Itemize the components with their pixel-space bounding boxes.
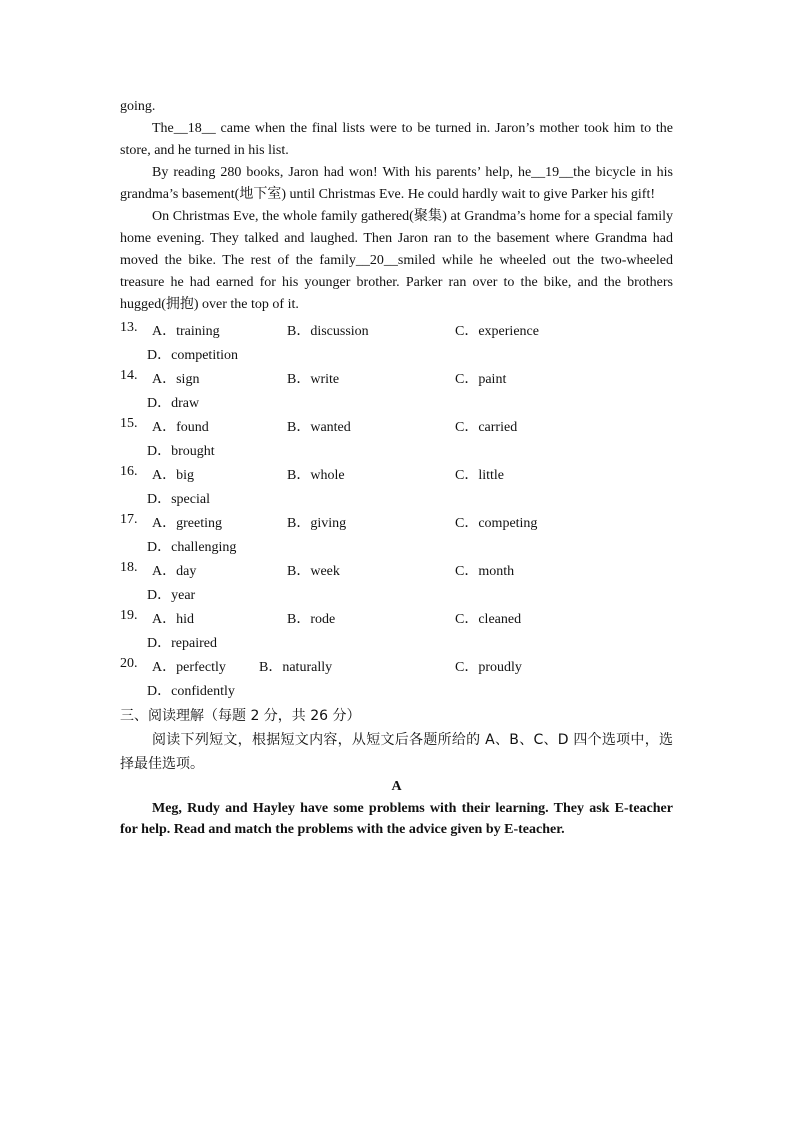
option-d: D．brought — [147, 444, 215, 459]
passage-intro: Meg, Rudy and Hayley have some problems with their learning. They ask E-teacher for help. Read and match the problems with the advice given by E-teacher. — [120, 801, 673, 837]
question-16 — [120, 464, 673, 512]
question-number: 15. — [120, 416, 138, 431]
question-list — [120, 320, 673, 704]
option-b: B．write — [287, 372, 340, 387]
question-number: 16. — [120, 464, 138, 479]
option-d: D．year — [147, 588, 196, 603]
exam-page — [120, 96, 673, 840]
section-heading: 三、阅读理解（每题 2 分，共 26 分） — [120, 708, 361, 724]
option-b: B．giving — [287, 516, 347, 531]
option-a: A．training — [152, 324, 220, 339]
option-c: C．competing — [455, 516, 538, 531]
option-c: C．experience — [455, 324, 539, 339]
option-d: D．challenging — [147, 540, 237, 555]
passage-paragraph-3: On Christmas Eve, the whole family gathered(聚集) at Grandma’s home for a special family home evening. They talked and laughed. Then Jaron ran to the basement where Grandma had moved the bike. The rest of the family__20__smiled while he wheeled out the two-wheeled treasure he had earned for his younger brother. Parker ran over to the bike, and the brothers hugged(拥抱) over the top of it. — [120, 209, 673, 312]
option-a: A．greeting — [152, 516, 222, 531]
option-b: B．week — [287, 564, 340, 579]
option-c: C．paint — [455, 372, 507, 387]
option-b: B．rode — [287, 612, 336, 627]
option-b: B．naturally — [259, 660, 333, 675]
option-b: B．wanted — [287, 420, 351, 435]
question-15 — [120, 416, 673, 464]
question-17 — [120, 512, 673, 560]
passage-paragraph-1: The__18__ came when the final lists were to be turned in. Jaron’s mother took him to the store, and he turned in his list. — [120, 121, 673, 158]
question-19 — [120, 608, 673, 656]
section-instruction: 阅读下列短文，根据短文内容，从短文后各题所给的 A、B、C、D 四个选项中，选择最佳选项。 — [120, 732, 673, 772]
question-number: 14. — [120, 368, 138, 383]
option-b: B．discussion — [287, 324, 369, 339]
option-c: C．month — [455, 564, 515, 579]
option-c: C．little — [455, 468, 504, 483]
question-14 — [120, 368, 673, 416]
option-d: D．special — [147, 492, 210, 507]
passage-paragraph-0: going. — [120, 99, 156, 114]
option-a: A．perfectly — [152, 660, 226, 675]
option-a: A．hid — [152, 612, 194, 627]
question-18 — [120, 560, 673, 608]
option-d: D．repaired — [147, 636, 217, 651]
option-c: C．cleaned — [455, 612, 522, 627]
option-a: A．found — [152, 420, 209, 435]
question-13 — [120, 320, 673, 368]
option-d: D．draw — [147, 396, 200, 411]
question-number: 20. — [120, 656, 138, 671]
option-a: A．day — [152, 564, 197, 579]
option-c: C．carried — [455, 420, 518, 435]
option-d: D．competition — [147, 348, 238, 363]
passage-label: A — [391, 779, 402, 794]
option-a: A．big — [152, 468, 194, 483]
question-number: 19. — [120, 608, 138, 623]
question-number: 13. — [120, 320, 138, 335]
question-20 — [120, 656, 673, 704]
question-number: 18. — [120, 560, 138, 575]
option-d: D．confidently — [147, 684, 235, 699]
passage-paragraph-2: By reading 280 books, Jaron had won! With his parents’ help, he__19__the bicycle in his grandma’s basement(地下室) until Christmas Eve. He could hardly wait to give Parker his gift! — [120, 165, 673, 202]
question-number: 17. — [120, 512, 138, 527]
option-b: B．whole — [287, 468, 345, 483]
option-c: C．proudly — [455, 660, 522, 675]
option-a: A．sign — [152, 372, 200, 387]
